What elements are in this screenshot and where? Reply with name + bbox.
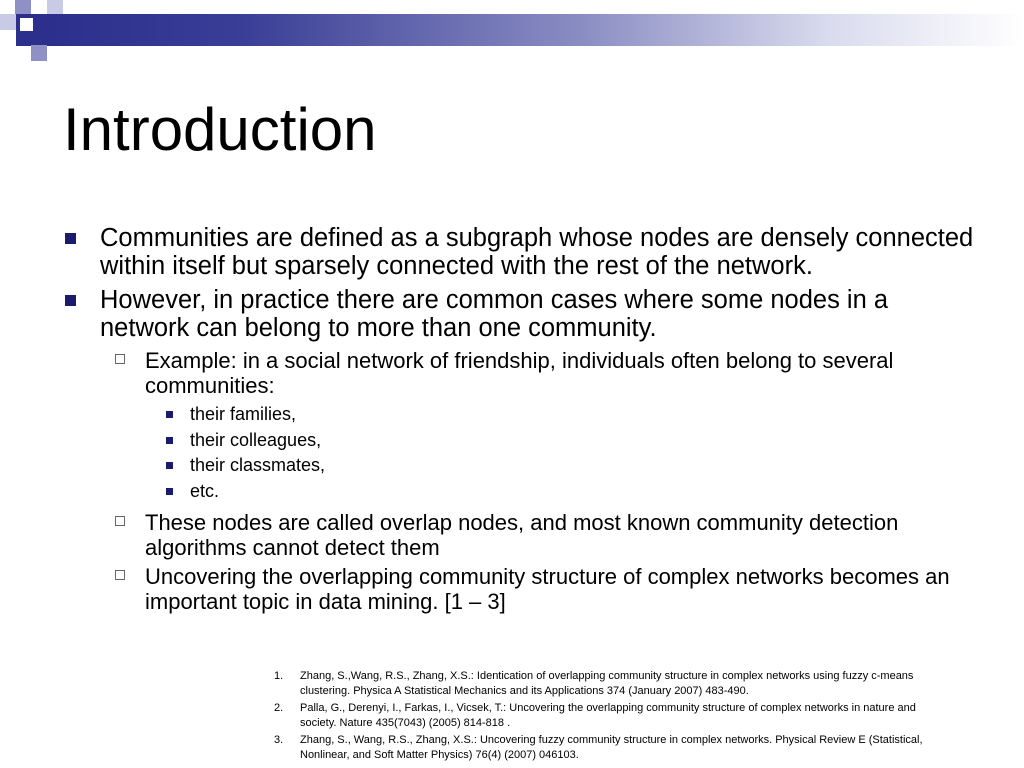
header-square	[20, 18, 33, 31]
header-square	[31, 45, 47, 61]
hollow-square-bullet-icon	[115, 516, 125, 526]
slide-title: Introduction	[63, 96, 377, 163]
sub-bullet-text: Uncovering the overlapping community structure of complex networks becomes an important topic in data mining. [1 – 3]	[145, 564, 950, 614]
hollow-square-bullet-icon	[115, 570, 125, 580]
bullet-item	[60, 286, 980, 342]
header-square	[47, 0, 63, 14]
header-square	[0, 14, 16, 30]
small-square-bullet-icon	[166, 437, 173, 444]
reference-text: Zhang, S., Wang, R.S., Zhang, X.S.: Uncovering fuzzy community structure in complex networks. Physical Review E (Statistical, Nonlinear, and Soft Matter Physics) 76(4) (2007) 046103.	[300, 734, 923, 761]
square-bullet-icon	[65, 233, 76, 244]
square-bullet-icon	[65, 295, 76, 306]
reference-number: 3.	[274, 734, 284, 746]
bullet-text: Communities are defined as a subgraph whose nodes are densely connected within itself but sparsely connected with the rest of the network.	[100, 224, 974, 280]
sub-bullet-text: These nodes are called overlap nodes, and most known community detection algorithms cannot detect them	[145, 510, 899, 560]
small-square-bullet-icon	[166, 462, 173, 469]
slide-body	[60, 224, 980, 618]
sub-sub-bullet-text: etc.	[190, 480, 220, 501]
small-square-bullet-icon	[166, 488, 173, 495]
sub-bullet-item	[60, 510, 980, 560]
sub-bullet-text: Example: in a social network of friendship, individuals often belong to several communities:	[145, 348, 894, 398]
reference-number: 1.	[274, 670, 284, 682]
sub-bullet-item	[60, 348, 980, 398]
bullet-item	[60, 224, 980, 280]
reference-text: Zhang, S.,Wang, R.S., Zhang, X.S.: Identication of overlapping community structure in complex networks using fuzzy c-means clustering. Physica A Statistical Mechanics and its Applications 374 (January 2007) 483-490.	[300, 670, 914, 697]
bullet-text: However, in practice there are common cases where some nodes in a network can belong to more than one community.	[100, 286, 889, 342]
small-square-bullet-icon	[166, 411, 173, 418]
sub-sub-bullet-item	[60, 428, 980, 454]
sub-sub-bullet-item	[60, 453, 980, 479]
reference-number: 2.	[274, 702, 284, 714]
sub-sub-bullet-item	[60, 479, 980, 505]
references-list	[274, 669, 954, 765]
sub-sub-bullet-text: their families,	[190, 404, 297, 424]
reference-item	[274, 669, 954, 699]
hollow-square-bullet-icon	[115, 354, 125, 364]
sub-sub-bullet-text: their classmates,	[190, 455, 326, 475]
sub-bullet-item	[60, 564, 980, 614]
sub-sub-bullet-item	[60, 402, 980, 428]
reference-text: Palla, G., Derenyi, I., Farkas, I., Vicsek, T.: Uncovering the overlapping community structure of complex networks in nature and society. Nature 435(7043) (2005) 814-818 .	[300, 702, 916, 729]
reference-item	[274, 701, 954, 731]
header-gradient-bar	[48, 14, 1024, 46]
sub-sub-bullet-text: their colleagues,	[190, 429, 322, 450]
reference-item	[274, 733, 954, 763]
